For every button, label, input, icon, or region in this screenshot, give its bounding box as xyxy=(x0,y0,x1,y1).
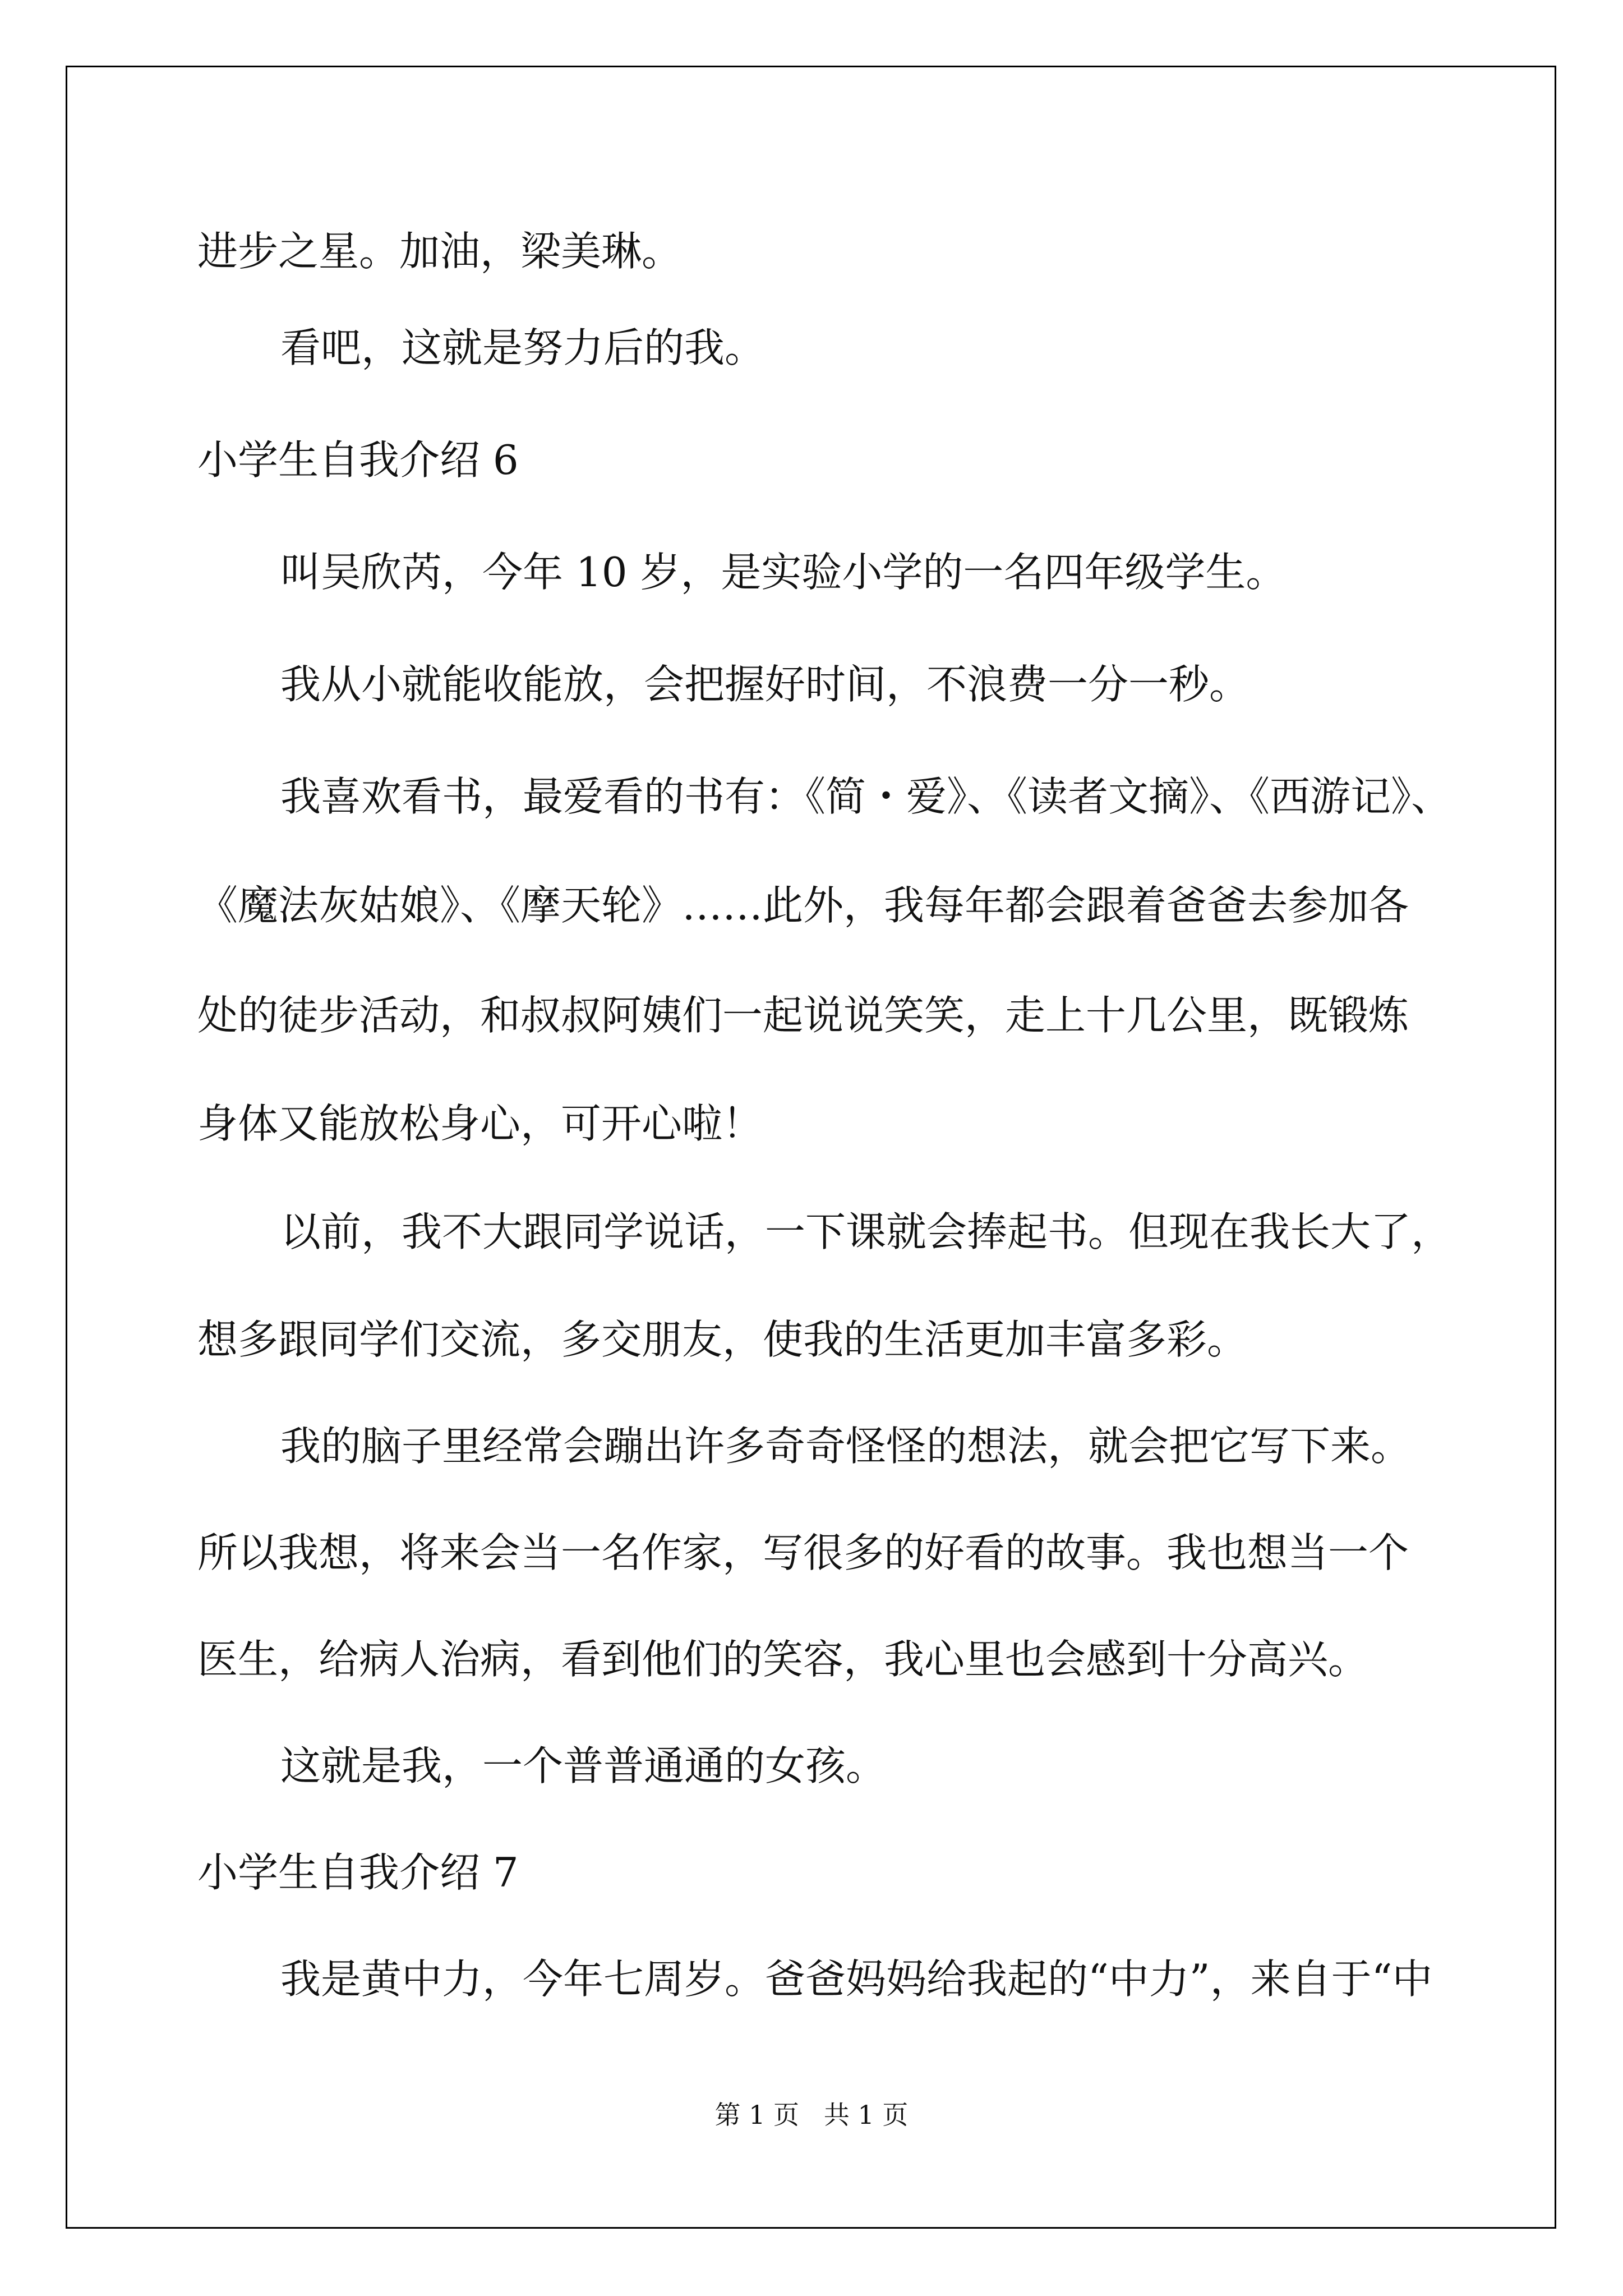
text-line: 看吧，这就是努力后的我。 xyxy=(280,324,766,371)
page-footer: 第 1 页 共 1 页 xyxy=(714,2100,909,2130)
text-line: 这就是我，一个普普通通的女孩。 xyxy=(280,1742,887,1789)
text-line: 我的脑子里经常会蹦出许多奇奇怪怪的想法，就会把它写下来。 xyxy=(280,1423,1412,1470)
text-line: 进步之星。加油，梁美琳。 xyxy=(197,228,683,275)
text-line: 以前，我不大跟同学说话，一下课就会捧起书。但现在我长大了， xyxy=(280,1208,1452,1255)
section-heading: 小学生自我介绍 6 xyxy=(197,436,519,484)
text-line: 我从小就能收能放，会把握好时间，不浪费一分一秒。 xyxy=(280,661,1250,708)
text-line: 处的徒步活动，和叔叔阿姨们一起说说笑笑，走上十几公里，既锻炼 xyxy=(197,992,1409,1039)
text-line: 《魔法灰姑娘》、《摩天轮》……此外，我每年都会跟着爸爸去参加各 xyxy=(197,882,1409,929)
text-line: 想多跟同学们交流，多交朋友，使我的生活更加丰富多彩。 xyxy=(197,1316,1248,1363)
text-line: 所以我想，将来会当一名作家，写很多的好看的故事。我也想当一个 xyxy=(197,1529,1409,1576)
text-line: 我喜欢看书，最爱看的书有：《简・爱》、《读者文摘》、《西游记》、 xyxy=(280,773,1452,820)
section-heading: 小学生自我介绍 7 xyxy=(197,1849,519,1896)
text-line: 医生，给病人治病，看到他们的笑容，我心里也会感到十分高兴。 xyxy=(197,1636,1369,1683)
text-line: 叫吴欣芮，今年 10 岁，是实验小学的一名四年级学生。 xyxy=(280,549,1287,596)
text-line: 我是黄中力，今年七周岁。爸爸妈妈给我起的“中力”，来自于“中 xyxy=(280,1955,1433,2003)
text-line: 身体又能放松身心，可开心啦！ xyxy=(197,1100,763,1147)
